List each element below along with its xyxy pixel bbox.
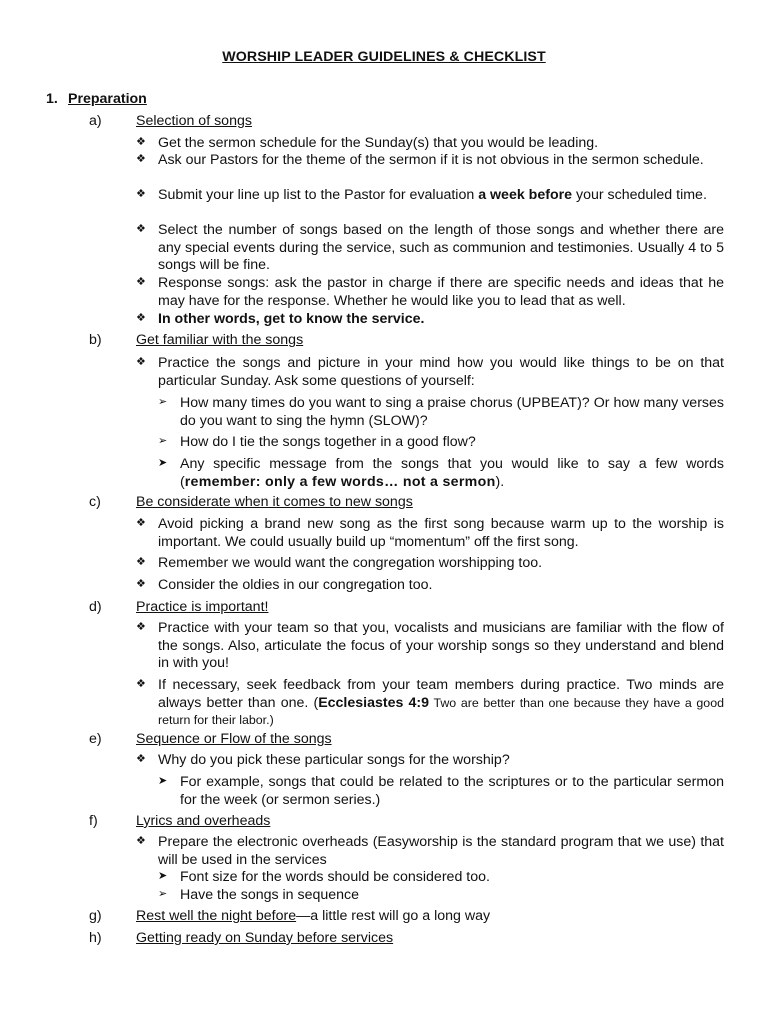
- sub-list-item: [158, 395, 724, 430]
- list-item-text: In other words, get to know the service.: [158, 311, 425, 327]
- list-item: [136, 555, 724, 573]
- diamond-bullet-icon: ❖: [136, 135, 146, 148]
- list-item: [136, 135, 724, 153]
- list-item-text: How do I tie the songs together in a good flow?: [180, 434, 476, 450]
- list-item-text: [180, 456, 724, 491]
- list-item-text: Avoid picking a brand new song as the first song because warm up to the worship is important. We could usually build up “momentum” off the first song.: [158, 516, 724, 550]
- list-item: [136, 752, 724, 770]
- subsection-title: Get familiar with the songs: [136, 332, 304, 348]
- list-item: [136, 222, 724, 275]
- diamond-bullet-icon: ❖: [136, 222, 146, 235]
- sub-list-item: [158, 887, 724, 905]
- text-run: Any specific message from the songs that you would like to say a few words (: [180, 456, 724, 490]
- text-run: Two are better than one because they have a good return for their labor.): [158, 695, 724, 727]
- list-item-text: Select the number of songs based on the length of those songs and whether there are any special events during the service, such as communion and testimonies. Usually 4 to 5 songs will be fine.: [158, 222, 724, 273]
- subsection-title: Getting ready on Sunday before services: [136, 930, 394, 946]
- arrow-bullet-icon: ➤: [158, 456, 168, 469]
- list-item-text: Get the sermon schedule for the Sunday(s) that you would be leading.: [158, 135, 599, 151]
- subsection-letter: g): [89, 908, 102, 924]
- list-item-text: Practice the songs and picture in your mind how you would like things to be on that particular Sunday. Ask some questions of yourself:: [158, 355, 724, 389]
- list-item: [136, 834, 724, 869]
- emphasis-text: a week before: [478, 187, 573, 203]
- diamond-bullet-icon: ❖: [136, 620, 146, 633]
- list-item-text: [158, 677, 724, 730]
- list-item-text: Why do you pick these particular songs for the worship?: [158, 752, 510, 768]
- list-item-text: Ask our Pastors for the theme of the sermon if it is not obvious in the sermon schedule.: [158, 152, 704, 168]
- subsection-title-row: [136, 908, 490, 926]
- emphasis-text: remember: only a few words… not a sermon: [184, 473, 496, 490]
- subsection-letter: c): [89, 494, 101, 510]
- subsection-letter: b): [89, 332, 102, 348]
- text-run: your scheduled time.: [572, 187, 707, 203]
- diamond-bullet-icon: ❖: [136, 516, 146, 529]
- subsection-letter: d): [89, 599, 102, 615]
- text-run: Submit your line up list to the Pastor for evaluation: [158, 187, 479, 203]
- subsection-title: Rest well the night before: [136, 908, 297, 924]
- list-item-text: Remember we would want the congregation worshipping too.: [158, 555, 543, 571]
- subsection-title-suffix: —a little rest will go a long way: [296, 908, 491, 924]
- subsection-title: Sequence or Flow of the songs: [136, 731, 332, 747]
- list-item: [136, 577, 724, 595]
- sub-list-item: [158, 869, 724, 887]
- list-item-text: How many times do you want to sing a praise chorus (UPBEAT)? Or how many verses do you want to sing the hymn (SLOW)?: [180, 395, 724, 429]
- emphasis-text: Ecclesiastes 4:9: [318, 694, 430, 711]
- list-item: [136, 187, 724, 205]
- list-item-text: Response songs: ask the pastor in charge if there are specific needs and ideas that he may have for the response. Whether he would like you to lead that as well.: [158, 275, 724, 309]
- diamond-bullet-icon: ❖: [136, 152, 146, 165]
- diamond-bullet-icon: ❖: [136, 355, 146, 368]
- diamond-bullet-icon: ❖: [136, 577, 146, 590]
- diamond-bullet-icon: ❖: [136, 311, 146, 324]
- subsection-letter: a): [89, 113, 102, 129]
- subsection-title: Lyrics and overheads: [136, 813, 271, 829]
- sub-list-item: [158, 774, 724, 809]
- sub-list-item: [158, 456, 724, 491]
- diamond-bullet-icon: ❖: [136, 752, 146, 765]
- section-title: Preparation: [68, 91, 147, 107]
- list-item-text: Prepare the electronic overheads (Easyworship is the standard program that we use) that will be used in the services: [158, 834, 724, 868]
- diamond-bullet-icon: ❖: [136, 275, 146, 288]
- arrow-bullet-icon: ➢: [158, 887, 168, 900]
- subsection-letter: e): [89, 731, 102, 747]
- list-item: [136, 620, 724, 673]
- diamond-bullet-icon: ❖: [136, 555, 146, 568]
- list-item-text: For example, songs that could be related to the scriptures or to the particular sermon for the week (or sermon series.): [180, 774, 724, 808]
- diamond-bullet-icon: ❖: [136, 834, 146, 847]
- arrow-bullet-icon: ➤: [158, 774, 168, 787]
- list-item: [136, 355, 724, 390]
- subsection-title: Selection of songs: [136, 113, 252, 129]
- list-item: [136, 275, 724, 310]
- section-number: 1.: [46, 91, 58, 107]
- list-item-text: Consider the oldies in our congregation too.: [158, 577, 433, 593]
- arrow-bullet-icon: ➢: [158, 434, 168, 447]
- arrow-bullet-icon: ➤: [158, 869, 168, 882]
- list-item-text: Have the songs in sequence: [180, 887, 360, 903]
- list-item: [136, 677, 724, 730]
- list-item-text: Font size for the words should be considered too.: [180, 869, 490, 885]
- list-item: [136, 311, 724, 329]
- list-item-text: Practice with your team so that you, vocalists and musicians are familiar with the flow of the songs. Also, articulate the focus of your worship songs so they understand and blend in with you!: [158, 620, 724, 671]
- subsection-title: Be considerate when it comes to new songs: [136, 494, 413, 510]
- list-item: [136, 152, 724, 170]
- text-run: ).: [495, 473, 505, 490]
- diamond-bullet-icon: ❖: [136, 677, 146, 690]
- diamond-bullet-icon: ❖: [136, 187, 146, 200]
- list-item: [136, 516, 724, 551]
- text-run: If necessary, seek feedback from your team members during practice. Two minds are always better than one. (: [158, 677, 724, 711]
- list-item-text: [158, 187, 724, 205]
- sub-list-item: [158, 434, 724, 452]
- subsection-letter: h): [89, 930, 102, 946]
- page-title: WORSHIP LEADER GUIDELINES & CHECKLIST: [222, 49, 546, 65]
- subsection-title: Practice is important!: [136, 599, 269, 615]
- subsection-letter: f): [89, 813, 98, 829]
- arrow-bullet-icon: ➢: [158, 395, 168, 408]
